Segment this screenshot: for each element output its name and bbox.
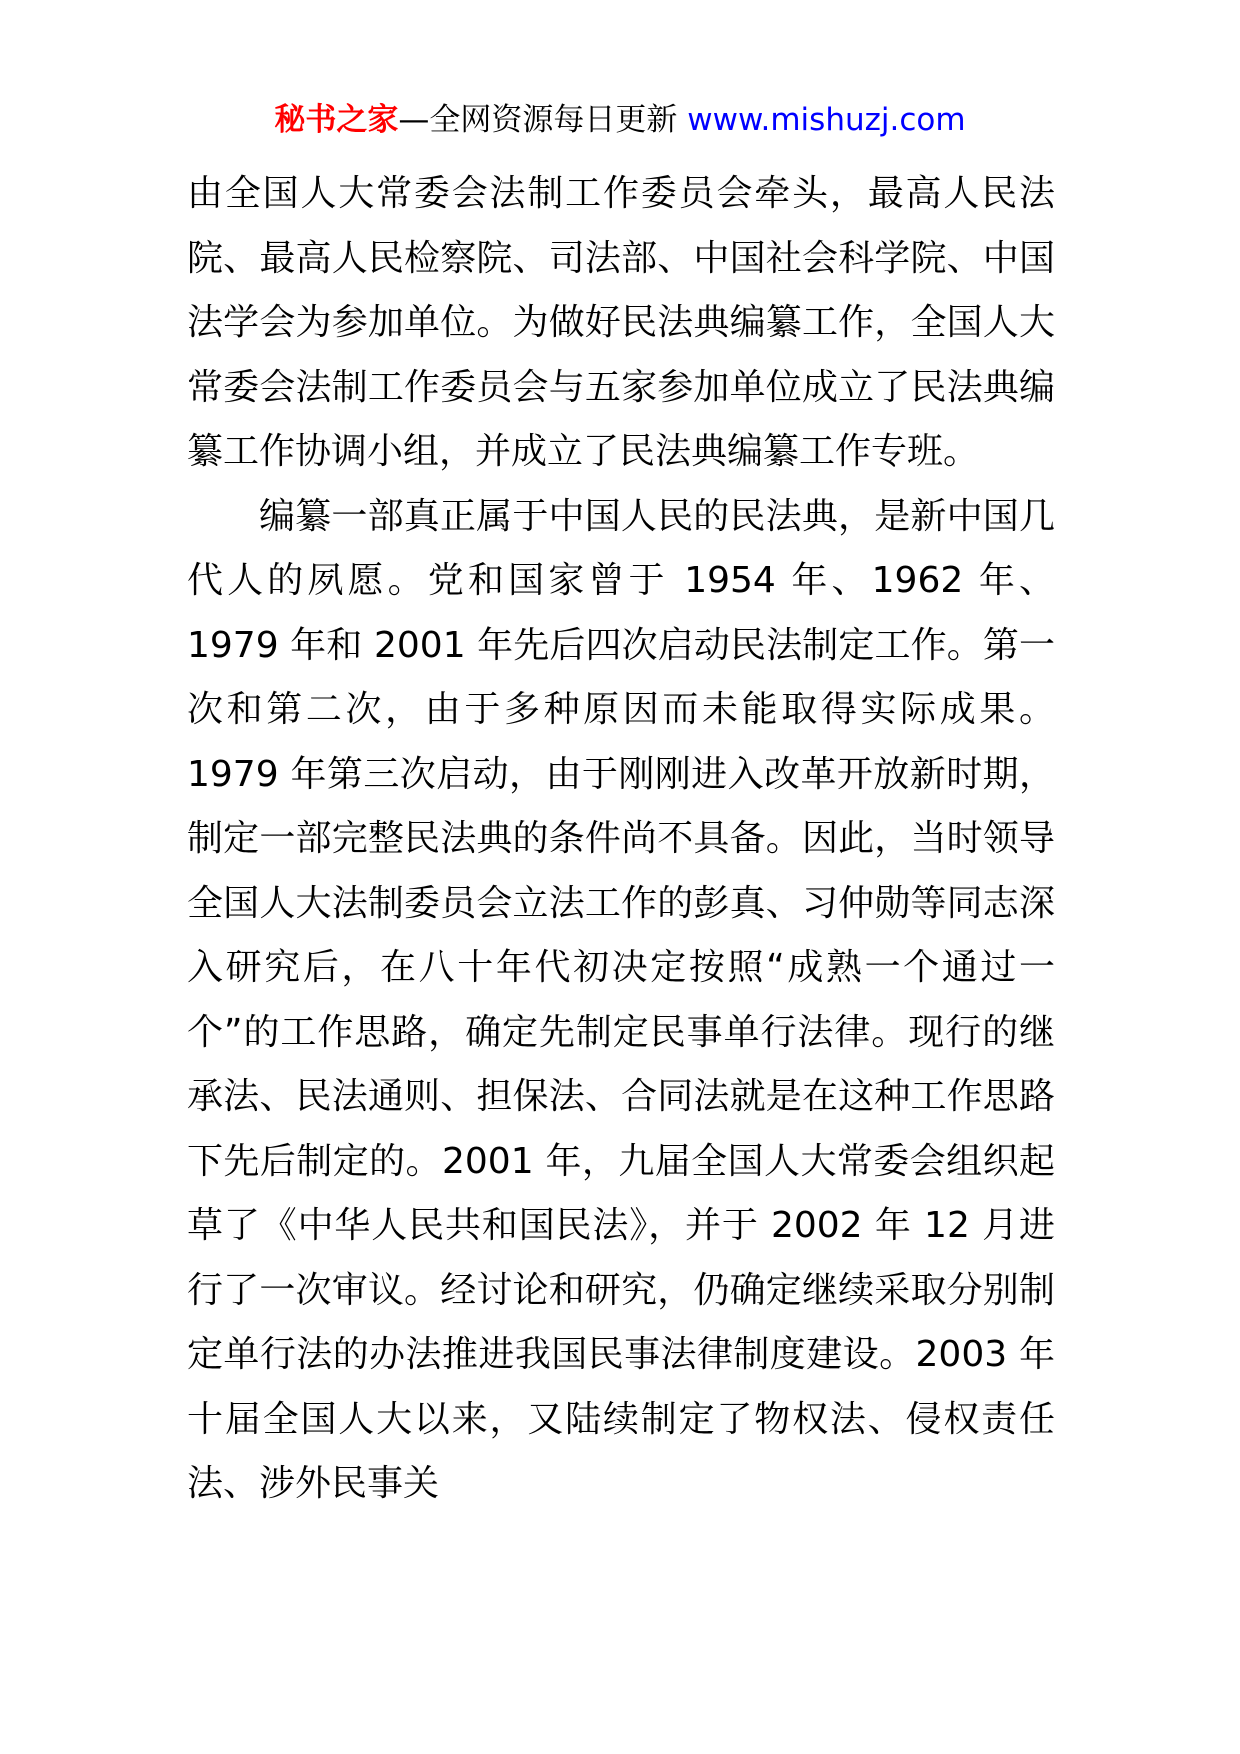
site-url[interactable]: www.mishuzj.com: [687, 102, 966, 138]
page-header: [0, 100, 1240, 140]
site-brand: 秘书之家: [274, 102, 399, 138]
paragraph: 编纂一部真正属于中国人民的民法典，是新中国几代人的夙愿。党和国家曾于 1954 年、1962 年、1979 年和 2001 年先后四次启动民法制定工作。第一次和第二次，由于多种原因而未能取得实际成果。1979 年第三次启动，由于刚刚进入改革开放新时期，制定一部完整民法典的条件尚不具备。因此，当时领导全国人大法制委员会立法工作的彭真、习仲勋等同志深入研究后，在八十年代初决定按照“成熟一个通过一个”的工作思路，确定先制定民事单行法律。现行的继承法、民法通则、担保法、合同法就是在这种工作思路下先后制定的。2001 年，九届全国人大常委会组织起草了《中华人民共和国民法》，并于 2002 年 12 月进行了一次审议。经讨论和研究，仍确定继续采取分别制定单行法的办法推进我国民事法律制度建设。2003 年十届全国人大以来，又陆续制定了物权法、侵权责任法、涉外民事关: [187, 495, 1055, 1504]
site-tagline: —全网资源每日更新: [398, 102, 688, 138]
paragraph-continued: 由全国人大常委会法制工作委员会牵头，最高人民法院、最高人民检察院、司法部、中国社会科学院、中国法学会为参加单位。为做好民法典编纂工作，全国人大常委会法制工作委员会与五家参加单位成立了民法典编纂工作协调小组，并成立了民法典编纂工作专班。: [187, 173, 1055, 472]
document-body: [187, 162, 1055, 1517]
